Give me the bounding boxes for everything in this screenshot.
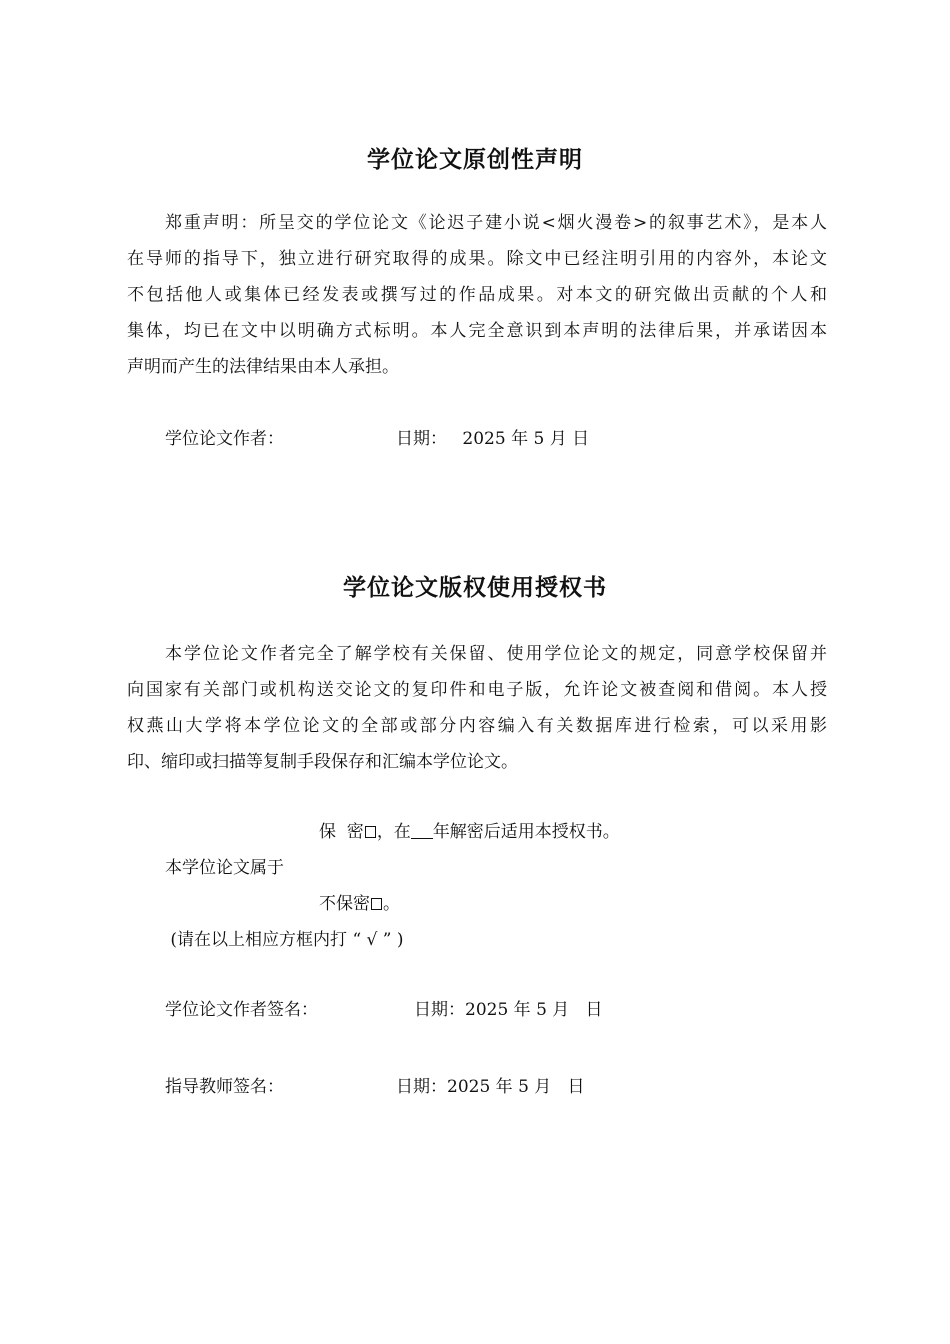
author-sign-label: 学位论文作者签名： xyxy=(165,1000,318,1020)
declaration-date-label: 日期： xyxy=(396,429,447,449)
declaration-paragraph xyxy=(127,205,827,385)
declaration-date-value: 2025 年 5 月 日 xyxy=(462,429,590,449)
advisor-sign-date: 日期：2025 年 5 月 日 xyxy=(396,1077,585,1097)
secret-years-blank[interactable] xyxy=(411,822,433,839)
authorization-paragraph xyxy=(127,636,827,780)
secret-checkbox[interactable] xyxy=(365,826,376,838)
not-secret-suffix: 。 xyxy=(383,894,400,914)
secret-label: 保 密 xyxy=(319,822,364,842)
declaration-line: 在导师的指导下，独立进行研究取得的成果。除文中已经注明引用的内容外，本论文 xyxy=(127,249,827,269)
declaration-line: 不包括他人或集体已经发表或撰写过的作品成果。对本文的研究做出贡献的个人和 xyxy=(127,285,827,305)
authorization-line: 向国家有关部门或机构送交论文的复印件和电子版，允许论文被查阅和借阅。本人授 xyxy=(127,680,827,700)
advisor-sign-label: 指导教师签名： xyxy=(165,1077,284,1097)
author-sign-date: 日期：2025 年 5 月 日 xyxy=(414,1000,603,1020)
authorization-line: 本学位论文作者完全了解学校有关保留、使用学位论文的规定，同意学校保留并 xyxy=(165,644,827,664)
belongs-label: 本学位论文属于 xyxy=(165,858,284,878)
declaration-date xyxy=(396,427,589,451)
authorization-line: 权燕山大学将本学位论文的全部或部分内容编入有关数据库进行检索，可以采用影 xyxy=(127,716,827,736)
declaration-author-label: 学位论文作者： xyxy=(165,429,284,449)
declaration-title: 学位论文原创性声明 xyxy=(367,147,583,173)
authorization-line: 印、缩印或扫描等复制手段保存和汇编本学位论文。 xyxy=(127,752,518,772)
not-secret-option xyxy=(319,892,400,916)
declaration-line: 郑重声明：所呈交的学位论文《论迟子建小说<烟火漫卷>的叙事艺术》，是本人 xyxy=(165,213,827,233)
secret-option xyxy=(319,820,620,844)
not-secret-checkbox[interactable] xyxy=(371,898,382,910)
declaration-line: 声明而产生的法律结果由本人承担。 xyxy=(127,357,399,377)
not-secret-label: 不保密 xyxy=(319,894,370,914)
secret-suffix-2: 年解密后适用本授权书。 xyxy=(432,822,620,842)
declaration-line: 集体，均已在文中以明确方式标明。本人完全意识到本声明的法律后果，并承诺因本 xyxy=(127,321,827,341)
checkbox-instruction: (请在以上相应方框内打 “ √ ” ) xyxy=(165,930,404,950)
secret-suffix-1: ，在 xyxy=(376,822,411,842)
authorization-title: 学位论文版权使用授权书 xyxy=(343,575,607,601)
